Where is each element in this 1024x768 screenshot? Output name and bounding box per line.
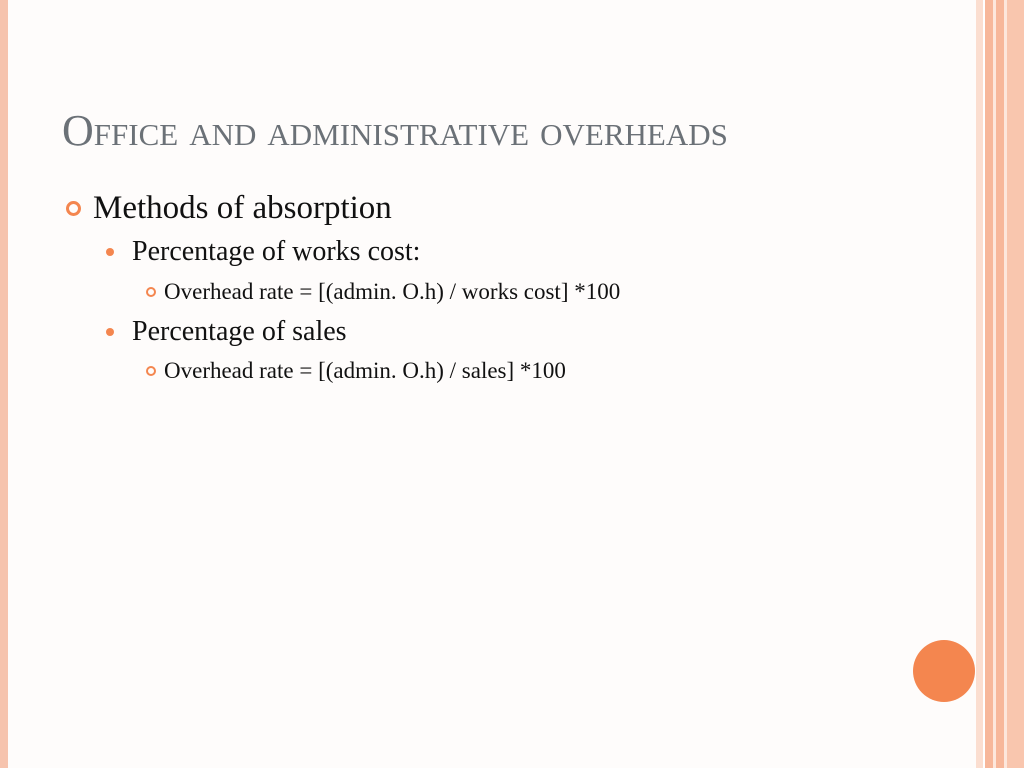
slide-title: Office and administrative overheads — [62, 106, 728, 155]
bullet-text: Overhead rate = [(admin. O.h) / sales] *100 — [164, 358, 566, 383]
small-ring-bullet-icon — [146, 287, 156, 297]
bullet-percentage-of-works-cost — [106, 237, 420, 267]
left-edge-stripe — [0, 0, 8, 768]
bullet-sales-formula — [146, 358, 566, 384]
small-ring-bullet-icon — [146, 366, 156, 376]
stripe-7 — [1007, 0, 1024, 768]
orange-circle-icon — [913, 640, 975, 702]
bullet-text: Methods of absorption — [93, 190, 392, 226]
bullet-methods-of-absorption — [66, 192, 392, 224]
bullet-text: Percentage of sales — [132, 316, 347, 347]
bullet-works-cost-formula — [146, 279, 620, 305]
stripe-3 — [985, 0, 993, 768]
bullet-text: Overhead rate = [(admin. O.h) / works cost] *100 — [164, 279, 621, 304]
bullet-percentage-of-sales — [106, 317, 347, 347]
ring-bullet-icon — [66, 201, 81, 216]
dot-bullet-icon — [106, 328, 114, 336]
stripe-1 — [976, 0, 983, 768]
stripe-5 — [996, 0, 1004, 768]
bullet-text: Percentage of works cost: — [132, 236, 421, 267]
right-decorative-stripes — [976, 0, 1024, 768]
dot-bullet-icon — [106, 248, 114, 256]
